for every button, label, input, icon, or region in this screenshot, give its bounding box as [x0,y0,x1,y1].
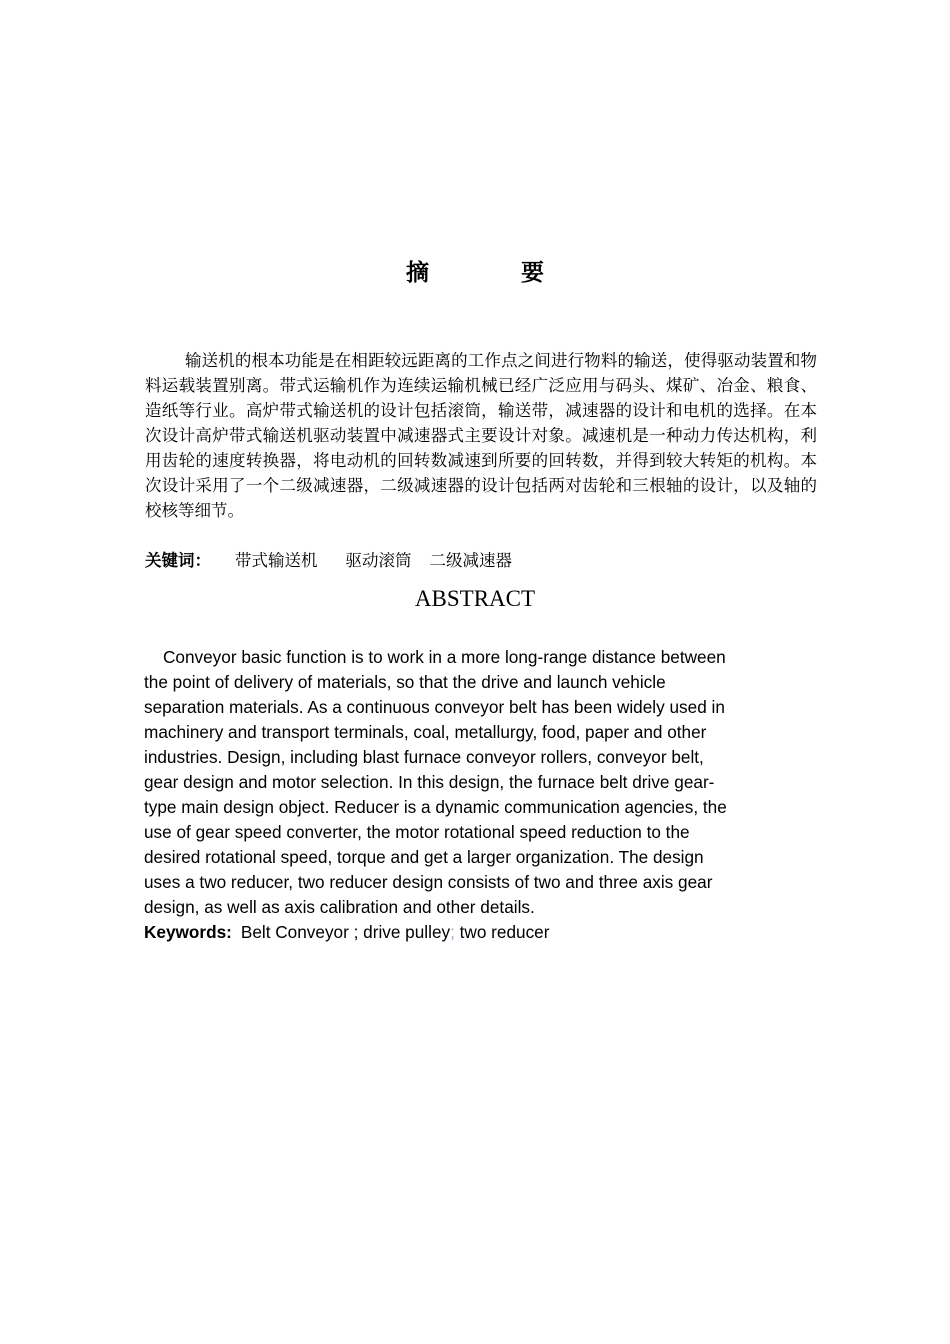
chinese-abstract-body: 输送机的根本功能是在相距较远距离的工作点之间进行物料的输送，使得驱动装置和物料运载装置别离。带式运输机作为连续运输机械已经广泛应用与码头、煤矿、冶金、粮食、造纸等行业。高炉带式输送机的设计包括滚筒，输送带，减速器的设计和电机的选择。在本次设计高炉带式输送机驱动装置中减速器式主要设计对象。减速机是一种动力传达机构，利用齿轮的速度转换器，将电动机的回转数减速到所要的回转数，并得到较大转矩的机构。本次设计采用了一个二级减速器，二级减速器的设计包括两对齿轮和三根轴的设计，以及轴的校核等细节。 [145,351,817,520]
english-keywords-label: Keywords: [144,922,232,942]
english-abstract-line: separation materials. As a continuous conveyor belt has been widely used in [144,697,725,717]
english-keyword-separator: ; [450,922,455,942]
title-char-2: 要 [521,260,544,286]
chinese-keyword-1: 带式输送机 [235,551,318,570]
chinese-keyword-2: 驱动滚筒 [345,551,412,570]
english-abstract-line: desired rotational speed, torque and get a larger organization. The design [144,847,704,867]
english-abstract-line: design, as well as axis calibration and other details. [144,897,535,917]
title-char-1: 摘 [406,260,429,286]
english-keyword-separator: ; [348,922,364,942]
chinese-keywords [145,548,825,573]
english-abstract-line: type main design object. Reducer is a dynamic communication agencies, the [144,797,727,817]
english-abstract-line: Conveyor basic function is to work in a more long-range distance between [163,647,726,667]
chinese-keyword-3: 二级减速器 [429,551,512,570]
english-abstract-line: machinery and transport terminals, coal, metallurgy, food, paper and other [144,722,707,742]
english-abstract-line: use of gear speed converter, the motor rotational speed reduction to the [144,822,690,842]
english-abstract-body [144,645,804,920]
english-abstract-line: gear design and motor selection. In this design, the furnace belt drive gear- [144,772,715,792]
english-abstract-title: ABSTRACT [414,586,536,611]
english-abstract-line: uses a two reducer, two reducer design consists of two and three axis gear [144,872,713,892]
english-keyword-2: drive pulley [363,922,451,942]
chinese-keywords-label: 关键词： [145,551,211,570]
english-keyword-3: two reducer [454,922,550,942]
english-keywords [144,920,824,945]
english-keyword-1: Belt Conveyor [240,922,349,942]
english-abstract-line: the point of delivery of materials, so that the drive and launch vehicle [144,672,666,692]
chinese-abstract-title [0,258,950,288]
english-abstract-line: industries. Design, including blast furnace conveyor rollers, conveyor belt, [144,747,704,767]
